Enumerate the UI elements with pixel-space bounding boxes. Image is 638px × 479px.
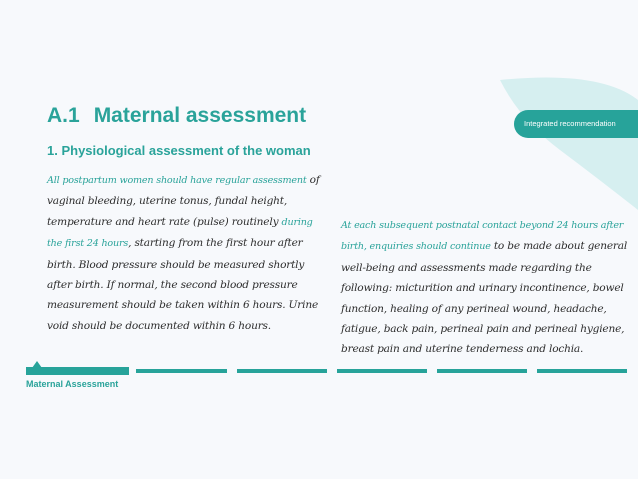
left-text-part1: of vaginal bleeding, uterine tonus, fundal height, temperature and heart rate (pulse) routinely xyxy=(47,174,320,228)
title-text: Maternal assessment xyxy=(93,104,307,127)
left-text-part2: , starting from the first hour after birth. Blood pressure should be measured shortly after birth. If normal, the second blood pressure measurement should be taken within 6 hours. Urine void should be documented within 6 hours. xyxy=(47,237,319,332)
title-number: A.1 xyxy=(47,104,80,127)
footer-section-label: Maternal Assessment xyxy=(26,379,119,389)
progress-segment-3 xyxy=(237,369,327,373)
right-text-rest: to be made about general well-being and assessments made regarding the following: micturition and urinary incontinence, bowel function, healing of any perineal wound, headache, fatigue, back pain, perineal pain and perineal hygiene, breast pain and uterine tenderness and lochia. xyxy=(341,240,628,356)
section-progress-bar xyxy=(26,365,638,377)
right-lead-highlight: At each subsequent postnatal contact beyond 24 hours after birth, enquiries should continue xyxy=(341,220,624,253)
progress-segment-4 xyxy=(337,369,427,373)
progress-segment-1 xyxy=(26,367,129,375)
progress-segment-2 xyxy=(136,369,227,373)
progress-segment-5 xyxy=(437,369,527,373)
right-recommendation-text xyxy=(341,215,629,360)
left-recommendation-text xyxy=(47,170,327,336)
integrated-recommendation-badge: Integrated recommendation xyxy=(514,110,638,138)
progress-segment-6 xyxy=(537,369,627,373)
page-title xyxy=(47,104,306,128)
left-time-highlight: during the first 24 hours xyxy=(47,216,313,250)
left-lead-highlight: All postpartum women should have regular assessment xyxy=(47,175,307,186)
section-subtitle: 1. Physiological assessment of the woman xyxy=(47,143,311,158)
current-position-marker-icon xyxy=(32,361,42,368)
